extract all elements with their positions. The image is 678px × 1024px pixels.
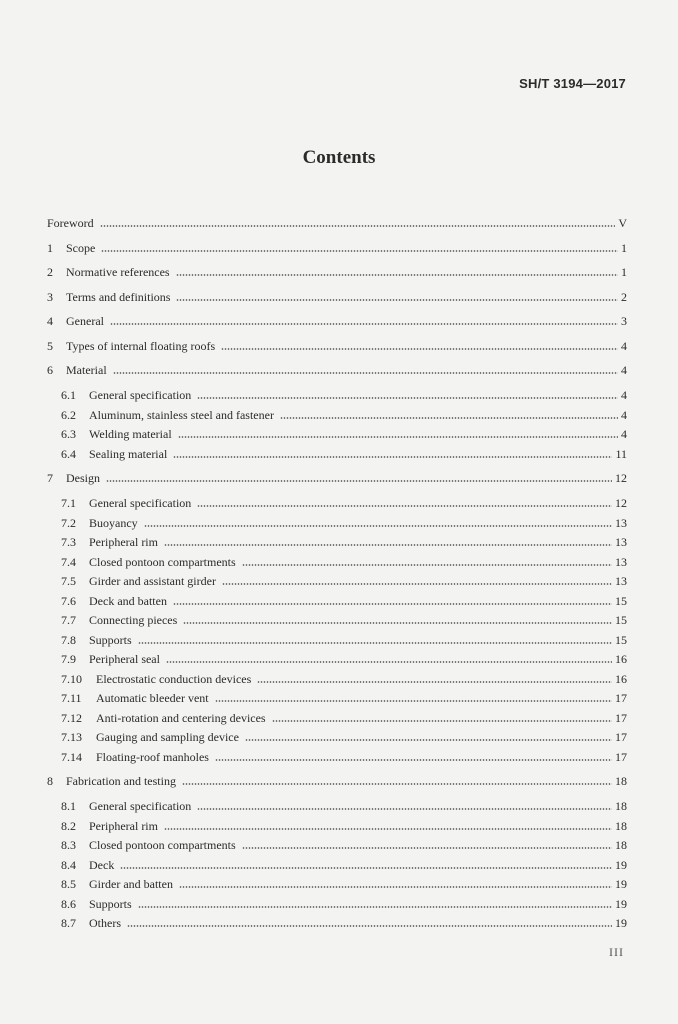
toc-entry-number: 7.7 (61, 613, 76, 627)
toc-entry-number: 8.1 (61, 799, 76, 813)
toc-entry-page: 15 (615, 632, 627, 647)
dot-leader (101, 250, 618, 252)
toc-entry (47, 286, 627, 304)
toc-entry-page: 19 (615, 877, 627, 891)
dot-leader (144, 525, 612, 527)
toc-entry-label: General specification (89, 388, 192, 402)
toc-entry-page: 18 (615, 818, 627, 833)
toc-entry-label: Girder and batten (89, 877, 173, 891)
toc-entry-page: 4 (621, 363, 627, 377)
toc-entry-number: 7.11 (61, 691, 82, 705)
toc-entry-label: General specification (89, 799, 192, 813)
toc-entry-page: 19 (615, 896, 627, 911)
toc-entry-page: 3 (621, 314, 627, 328)
dot-leader (215, 759, 612, 761)
toc-entry (61, 512, 627, 530)
toc-entry-page: 19 (615, 857, 627, 872)
toc-entry-label: Connecting pieces (89, 613, 178, 627)
toc-entry-number: 6.1 (61, 388, 76, 402)
toc-entry-page: 13 (615, 554, 627, 569)
dot-leader (242, 564, 612, 566)
toc-entry-page: 17 (615, 710, 627, 725)
toc-entry-label: Supports (89, 896, 132, 911)
toc-entry (61, 629, 627, 647)
toc-entry (61, 815, 627, 833)
toc-entry (61, 531, 627, 549)
dot-leader (127, 925, 612, 927)
toc-entry (47, 335, 627, 353)
dot-leader (272, 720, 612, 722)
toc-entry-label: Design (66, 471, 100, 485)
toc-entry-label: Gauging and sampling device (96, 730, 239, 744)
toc-entry-number: 6 (47, 363, 53, 377)
toc-entry-page: V (618, 216, 627, 230)
toc-entry-page: 16 (615, 671, 627, 686)
toc-entry-number: 8.3 (61, 838, 76, 852)
toc-entry-label: Peripheral rim (89, 818, 158, 833)
toc-entry (61, 551, 627, 569)
toc-entry-number: 7.10 (61, 671, 82, 686)
toc-entry-page: 1 (621, 240, 627, 255)
dot-leader (166, 661, 612, 663)
toc-entry-label: Scope (66, 240, 96, 255)
dot-leader (222, 583, 612, 585)
toc-entry-label: General (66, 314, 104, 328)
toc-entry-label: Deck (89, 857, 115, 872)
toc-entry-page: 17 (615, 749, 627, 764)
toc-entry-label: Foreword (47, 216, 94, 230)
toc-entry-number: 8 (47, 774, 53, 788)
toc-entry-label: Fabrication and testing (66, 774, 176, 788)
toc-entry-label: Material (66, 363, 107, 377)
toc-entry-page: 13 (615, 574, 627, 588)
dot-leader (245, 739, 612, 741)
toc-entry-label: Girder and assistant girder (89, 574, 216, 588)
toc-entry (61, 873, 627, 891)
dot-leader (242, 847, 612, 849)
toc-entry-label: Supports (89, 632, 132, 647)
toc-entry-page: 18 (615, 774, 627, 788)
toc-entry-number: 7.5 (61, 574, 76, 588)
toc-entry-number: 7.14 (61, 749, 82, 764)
toc-entry-number: 8.5 (61, 877, 76, 891)
toc-entry (61, 648, 627, 666)
toc-entry-label: Closed pontoon compartments (89, 554, 236, 569)
toc-entry-label: Deck and batten (89, 593, 167, 608)
toc-entry-page: 18 (615, 799, 627, 813)
toc-entry-number: 7.1 (61, 496, 76, 510)
toc-entry (61, 570, 627, 588)
toc-entry (61, 668, 627, 686)
toc-entry (47, 770, 627, 788)
toc-entry-page: 11 (615, 446, 627, 461)
dot-leader (164, 828, 612, 830)
toc-entry-label: Welding material (89, 427, 172, 441)
toc-entry-label: Automatic bleeder vent (96, 691, 209, 705)
toc-entry-label: Floating-roof manholes (96, 749, 209, 764)
toc-entry-number: 7.6 (61, 593, 76, 608)
toc-entry-number: 7.8 (61, 632, 76, 647)
toc-entry-page: 4 (621, 338, 627, 353)
toc-entry-page: 18 (615, 838, 627, 852)
dot-leader (110, 323, 618, 325)
toc-entry (61, 404, 627, 422)
toc-entry-label: Peripheral seal (89, 652, 160, 666)
toc-entry-number: 8.2 (61, 818, 76, 833)
dot-leader (215, 700, 612, 702)
toc-entry-number: 6.3 (61, 427, 76, 441)
toc-entry (47, 261, 627, 279)
toc-entry (61, 492, 627, 510)
toc-entry-label: Anti-rotation and centering devices (96, 710, 266, 725)
dot-leader (176, 299, 618, 301)
dot-leader (164, 544, 612, 546)
toc-entry-label: General specification (89, 496, 192, 510)
dot-leader (173, 603, 612, 605)
toc-entry-label: Terms and definitions (66, 289, 171, 304)
toc-entry-page: 17 (615, 730, 627, 744)
dot-leader (197, 505, 612, 507)
toc-entry-page: 16 (615, 652, 627, 666)
dot-leader (197, 397, 618, 399)
toc-entry (61, 707, 627, 725)
toc-entry (47, 212, 627, 230)
dot-leader (138, 642, 612, 644)
toc-entry-page: 1 (621, 265, 627, 279)
dot-leader (178, 436, 618, 438)
page-number: III (609, 945, 624, 959)
toc-entry-number: 7.2 (61, 515, 76, 530)
toc-entry (47, 237, 627, 255)
toc-entry-page: 15 (615, 593, 627, 608)
toc-entry (61, 443, 627, 461)
toc-entry-page: 12 (615, 496, 627, 510)
dot-leader (113, 372, 618, 374)
toc-entry-page: 19 (615, 916, 627, 930)
toc-entry-label: Electrostatic conduction devices (96, 671, 252, 686)
toc-entry (61, 893, 627, 911)
toc-entry-page: 4 (621, 427, 627, 441)
toc-entry-number: 7.13 (61, 730, 82, 744)
dot-leader (120, 867, 612, 869)
toc-entry-page: 12 (615, 471, 627, 485)
dot-leader (221, 348, 618, 350)
toc-entry (61, 854, 627, 872)
toc-entry-number: 8.4 (61, 857, 76, 872)
toc-entry (47, 467, 627, 485)
toc-entry-page: 15 (615, 613, 627, 627)
toc-entry-number: 7.9 (61, 652, 76, 666)
toc-entry (61, 687, 627, 705)
toc-entry-page: 4 (621, 388, 627, 402)
toc-entry-number: 8.6 (61, 896, 76, 911)
toc-entry-page: 4 (621, 407, 627, 422)
toc-entry-page: 13 (615, 515, 627, 530)
toc-entry-page: 17 (615, 691, 627, 705)
toc-entry-number: 1 (47, 240, 53, 255)
toc-entry (61, 423, 627, 441)
toc-entry-label: Sealing material (89, 446, 168, 461)
toc-entry (61, 609, 627, 627)
dot-leader (100, 225, 616, 227)
toc-entry (47, 310, 627, 328)
page-title: Contents (302, 147, 376, 168)
toc-entry-number: 6.4 (61, 446, 76, 461)
toc-entry-number: 2 (47, 265, 53, 279)
toc-entry (47, 359, 627, 377)
dot-leader (138, 906, 612, 908)
toc-entry (61, 912, 627, 930)
toc-entry-number: 7.4 (61, 554, 76, 569)
toc-entry-label: Normative references (66, 265, 170, 279)
document-code: SH/T 3194—2017 (519, 76, 626, 91)
toc-entry-number: 7.3 (61, 535, 76, 549)
toc-entry-number: 3 (47, 289, 53, 304)
dot-leader (173, 456, 612, 458)
dot-leader (182, 783, 612, 785)
dot-leader (176, 274, 618, 276)
toc-entry-label: Aluminum, stainless steel and fastener (89, 407, 274, 422)
toc-entry-page: 13 (615, 535, 627, 549)
toc-entry-number: 4 (47, 314, 53, 328)
toc-entry-label: Types of internal floating roofs (66, 338, 216, 353)
toc-entry-number: 8.7 (61, 916, 76, 930)
toc-entry (61, 726, 627, 744)
dot-leader (106, 480, 612, 482)
toc-entry (61, 834, 627, 852)
toc-entry-number: 5 (47, 338, 53, 353)
toc-entry-label: Closed pontoon compartments (89, 838, 236, 852)
toc-entry-number: 6.2 (61, 407, 76, 422)
toc-entry-label: Peripheral rim (89, 535, 158, 549)
toc-entry (61, 795, 627, 813)
toc-entry-number: 7 (47, 471, 53, 485)
dot-leader (183, 622, 612, 624)
toc-entry-label: Others (89, 916, 121, 930)
toc-entry-label: Buoyancy (89, 515, 138, 530)
toc-entry (61, 384, 627, 402)
toc-entry (61, 746, 627, 764)
toc-entry-page: 2 (621, 289, 627, 304)
dot-leader (197, 808, 612, 810)
dot-leader (257, 681, 612, 683)
dot-leader (179, 886, 612, 888)
toc-entry-number: 7.12 (61, 710, 82, 725)
toc-entry (61, 590, 627, 608)
dot-leader (280, 417, 618, 419)
